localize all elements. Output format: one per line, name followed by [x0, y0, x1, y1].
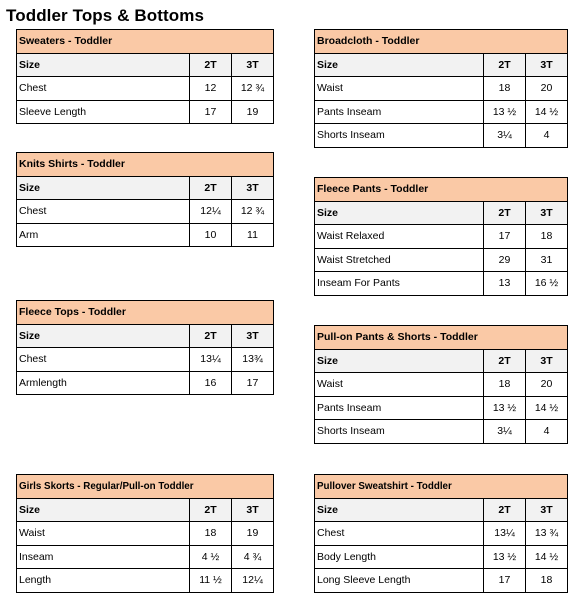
value-2t: 13 ½	[484, 396, 526, 420]
column-header-3t: 3T	[526, 53, 568, 77]
value-2t: 16	[190, 371, 232, 395]
table-title: Pull-on Pants & Shorts - Toddler	[315, 326, 568, 350]
row-label: Inseam	[17, 545, 190, 569]
value-2t: 4 ½	[190, 545, 232, 569]
value-2t: 18	[190, 522, 232, 546]
table-title: Pullover Sweatshirt - Toddler	[315, 475, 568, 499]
size-header: Size	[315, 349, 484, 373]
value-3t: 18	[526, 225, 568, 249]
table-row	[17, 100, 274, 124]
column-header-2t: 2T	[190, 324, 232, 348]
size-header: Size	[17, 324, 190, 348]
value-3t: 18	[526, 569, 568, 593]
value-3t: 19	[232, 100, 274, 124]
value-3t: 17	[232, 371, 274, 395]
table-row	[315, 545, 568, 569]
value-3t: 12 ¾	[232, 200, 274, 224]
table-row	[17, 77, 274, 101]
table-title: Fleece Pants - Toddler	[315, 178, 568, 202]
value-3t: 16 ½	[526, 272, 568, 296]
table-row	[17, 545, 274, 569]
value-2t: 18	[484, 77, 526, 101]
row-label: Arm	[17, 223, 190, 247]
size-header: Size	[17, 176, 190, 200]
row-label: Waist	[17, 522, 190, 546]
row-label: Long Sleeve Length	[315, 569, 484, 593]
table-title: Broadcloth - Toddler	[315, 30, 568, 54]
pull-on-pants-shorts-toddler-table	[314, 325, 568, 444]
column-header-3t: 3T	[526, 349, 568, 373]
column-header-2t: 2T	[190, 176, 232, 200]
row-label: Length	[17, 569, 190, 593]
value-3t: 12¼	[232, 569, 274, 593]
table-row	[315, 569, 568, 593]
table-title: Sweaters - Toddler	[17, 30, 274, 54]
table-row	[315, 373, 568, 397]
girls-skorts-toddler-table	[16, 474, 274, 593]
table-row	[315, 522, 568, 546]
value-2t: 11 ½	[190, 569, 232, 593]
value-3t: 20	[526, 77, 568, 101]
sweaters-toddler-table	[16, 29, 274, 124]
table-row	[17, 348, 274, 372]
column-header-2t: 2T	[190, 53, 232, 77]
value-3t: 11	[232, 223, 274, 247]
value-3t: 13¾	[232, 348, 274, 372]
table-row	[315, 396, 568, 420]
value-3t: 20	[526, 373, 568, 397]
value-2t: 10	[190, 223, 232, 247]
row-label: Sleeve Length	[17, 100, 190, 124]
page-title: Toddler Tops & Bottoms	[6, 6, 204, 25]
row-label: Shorts Inseam	[315, 420, 484, 444]
value-2t: 3¼	[484, 124, 526, 148]
size-header: Size	[315, 201, 484, 225]
row-label: Chest	[17, 348, 190, 372]
value-2t: 29	[484, 248, 526, 272]
size-header: Size	[17, 498, 190, 522]
column-header-3t: 3T	[232, 176, 274, 200]
value-2t: 13¼	[484, 522, 526, 546]
column-header-3t: 3T	[232, 53, 274, 77]
table-row	[17, 569, 274, 593]
row-label: Waist	[315, 77, 484, 101]
value-2t: 18	[484, 373, 526, 397]
table-row	[17, 200, 274, 224]
value-3t: 14 ½	[526, 545, 568, 569]
row-label: Chest	[315, 522, 484, 546]
table-row	[315, 248, 568, 272]
column-header-2t: 2T	[484, 53, 526, 77]
value-3t: 31	[526, 248, 568, 272]
table-title: Fleece Tops - Toddler	[17, 301, 274, 325]
size-header: Size	[315, 53, 484, 77]
table-row	[315, 77, 568, 101]
row-label: Waist Stretched	[315, 248, 484, 272]
column-header-3t: 3T	[232, 324, 274, 348]
table-row	[315, 124, 568, 148]
column-header-2t: 2T	[484, 498, 526, 522]
table-row	[315, 272, 568, 296]
knits-shirts-toddler-table	[16, 152, 274, 247]
value-3t: 19	[232, 522, 274, 546]
value-2t: 3¼	[484, 420, 526, 444]
fleece-tops-toddler-table	[16, 300, 274, 395]
row-label: Waist Relaxed	[315, 225, 484, 249]
value-2t: 17	[484, 225, 526, 249]
table-row	[315, 100, 568, 124]
row-label: Chest	[17, 77, 190, 101]
value-3t: 13 ¾	[526, 522, 568, 546]
row-label: Body Length	[315, 545, 484, 569]
size-header: Size	[315, 498, 484, 522]
value-3t: 4 ¾	[232, 545, 274, 569]
value-3t: 4	[526, 124, 568, 148]
row-label: Chest	[17, 200, 190, 224]
row-label: Pants Inseam	[315, 396, 484, 420]
value-3t: 14 ½	[526, 396, 568, 420]
value-2t: 13	[484, 272, 526, 296]
row-label: Shorts Inseam	[315, 124, 484, 148]
value-3t: 14 ½	[526, 100, 568, 124]
value-3t: 12 ¾	[232, 77, 274, 101]
column-header-3t: 3T	[232, 498, 274, 522]
value-2t: 12	[190, 77, 232, 101]
table-title: Girls Skorts - Regular/Pull-on Toddler	[17, 475, 274, 499]
pullover-sweatshirt-toddler-table	[314, 474, 568, 593]
column-header-2t: 2T	[484, 201, 526, 225]
column-header-2t: 2T	[484, 349, 526, 373]
value-2t: 13 ½	[484, 545, 526, 569]
row-label: Armlength	[17, 371, 190, 395]
column-header-2t: 2T	[190, 498, 232, 522]
table-title: Knits Shirts - Toddler	[17, 153, 274, 177]
value-3t: 4	[526, 420, 568, 444]
value-2t: 13 ½	[484, 100, 526, 124]
table-row	[315, 225, 568, 249]
row-label: Waist	[315, 373, 484, 397]
row-label: Pants Inseam	[315, 100, 484, 124]
table-row	[17, 223, 274, 247]
column-header-3t: 3T	[526, 498, 568, 522]
table-row	[315, 420, 568, 444]
value-2t: 17	[190, 100, 232, 124]
table-row	[17, 522, 274, 546]
column-header-3t: 3T	[526, 201, 568, 225]
value-2t: 17	[484, 569, 526, 593]
broadcloth-toddler-table	[314, 29, 568, 148]
value-2t: 13¼	[190, 348, 232, 372]
value-2t: 12¼	[190, 200, 232, 224]
row-label: Inseam For Pants	[315, 272, 484, 296]
size-header: Size	[17, 53, 190, 77]
table-row	[17, 371, 274, 395]
fleece-pants-toddler-table	[314, 177, 568, 296]
